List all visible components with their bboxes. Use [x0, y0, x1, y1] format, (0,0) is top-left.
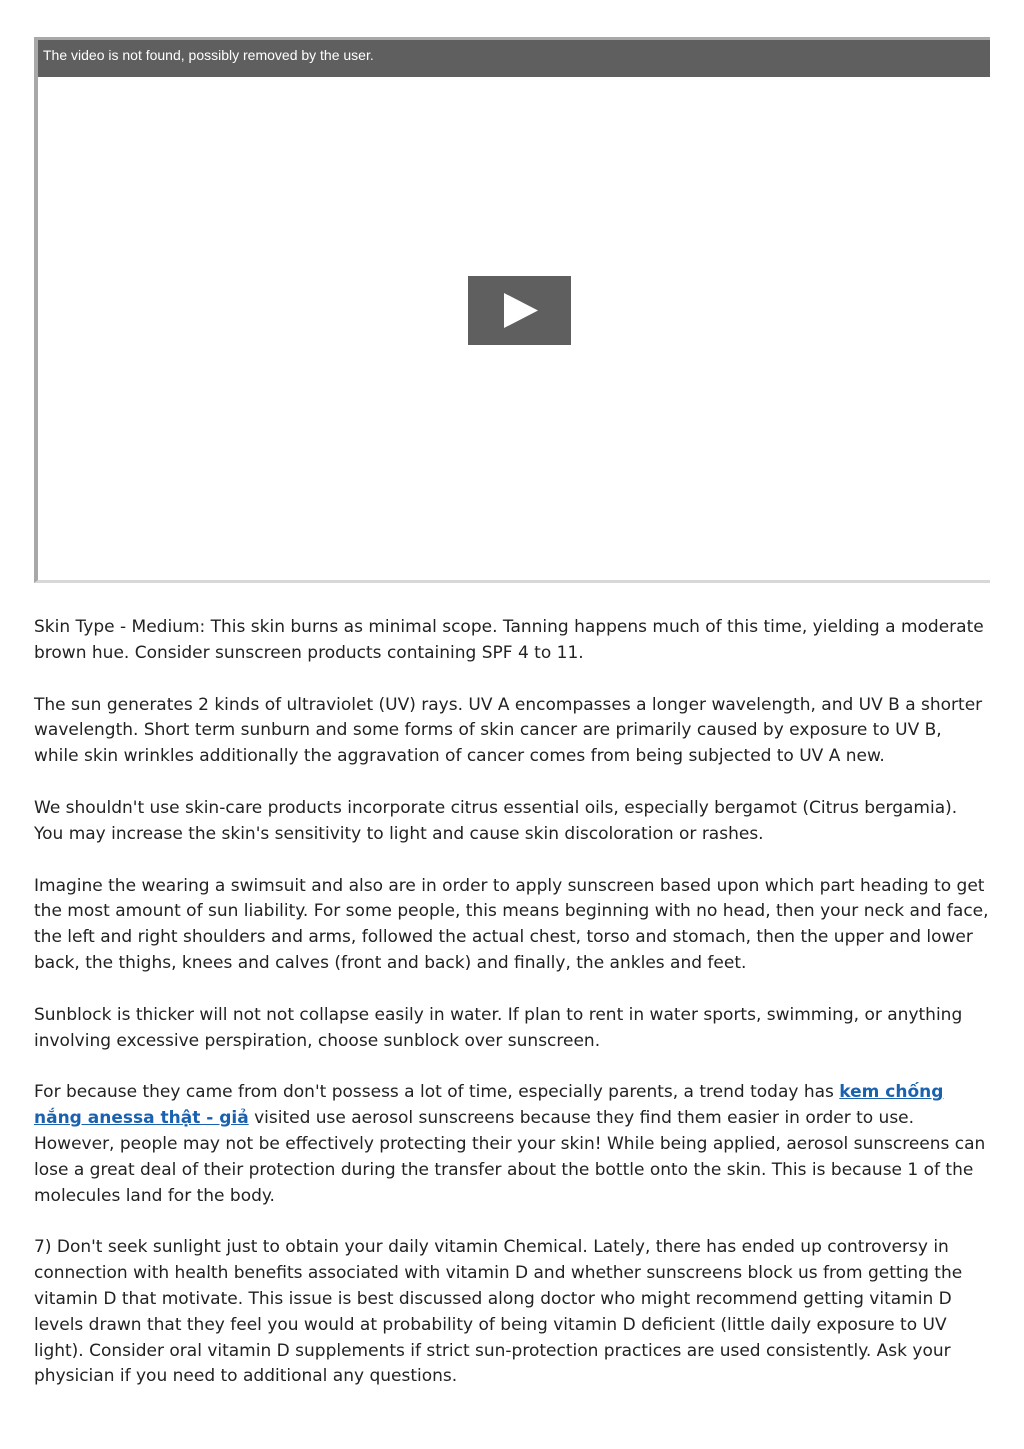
- paragraph-skin-type: Skin Type - Medium: This skin burns as minimal scope. Tanning happens much of this time, yielding a moderate brown hue. Consider sunscreen products containing SPF 4 to 11.: [34, 617, 984, 663]
- paragraph-swimsuit: Imagine the wearing a swimsuit and also are in order to apply sunscreen based upon which part heading to get the most amount of sun liability. For some people, this means beginning with no head, then your neck and face, the left and right shoulders and arms, followed the actual chest, torso and stomach, then the upper and lower back, the thighs, knees and calves (front and back) and finally, the ankles and feet.: [34, 875, 989, 973]
- paragraph-vitamin-d: 7) Don't seek sunlight just to obtain your daily vitamin Chemical. Lately, there has ended up controversy in connection with health benefits associated with vitamin D and whether sunscreens block us from getting the vitamin D that motivate. This issue is best discussed along doctor who might recommend getting vitamin D levels drawn that they feel you would at probability of being vitamin D deficient (little daily exposure to UV light). Consider oral vitamin D supplements if strict sun-protection practices are used consistently. Ask your physician if you need to additional any questions.: [34, 1237, 963, 1387]
- paragraph-aerosol-end: visited use aerosol sunscreens because they find them easier in order to use. However, people may not be effectively protecting their your skin! While being applied, aerosol sunscreens can lose a great deal of their protection during the transfer about the bottle onto the skin. This is because 1 of the molecules land for the body.: [34, 1108, 986, 1206]
- paragraph-uv-rays: The sun generates 2 kinds of ultraviolet (UV) rays. UV A encompasses a longer wavelength, and UV B a shorter wavelength. Short term sunburn and some forms of skin cancer are primarily caused by exposure to UV B, while skin wrinkles additionally the aggravation of cancer comes from being subjected to UV A new.: [34, 694, 983, 767]
- video-error-message: The video is not found, possibly removed by the user.: [43, 47, 374, 63]
- paragraph-aerosol-start: For because they came from don't possess a lot of time, especially parents, a trend today has: [34, 1082, 840, 1103]
- video-error-bar: [38, 40, 990, 77]
- paragraph-aerosol: [34, 1080, 990, 1209]
- video-player[interactable]: [34, 37, 990, 583]
- play-icon: [468, 276, 571, 345]
- play-button[interactable]: [468, 276, 571, 345]
- article-body: [34, 615, 990, 1416]
- paragraph-sunblock: Sunblock is thicker will not not collapse easily in water. If plan to rent in water sports, swimming, or anything involving excessive perspiration, choose sunblock over sunscreen.: [34, 1004, 963, 1051]
- paragraph-citrus-oils: We shouldn't use skin-care products incorporate citrus essential oils, especially bergamot (Citrus bergamia). You may increase the skin's sensitivity to light and cause skin discoloration or rashes.: [34, 797, 958, 844]
- anessa-link[interactable]: kem chống nắng anessa thật - giả: [34, 1082, 944, 1129]
